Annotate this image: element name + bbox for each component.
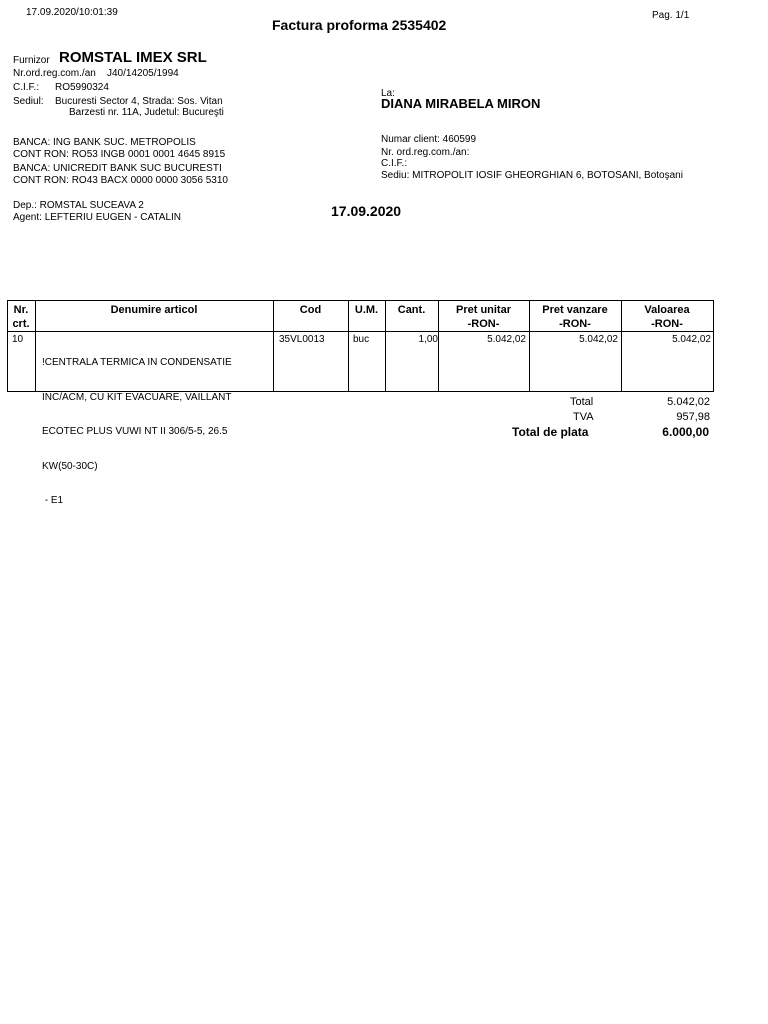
department: Dep.: ROMSTAL SUCEAVA 2 <box>13 200 144 211</box>
vat-value: 957,98 <box>676 411 710 423</box>
supplier-seat-label: Sediul: <box>13 96 44 107</box>
supplier-cif-value: RO5990324 <box>55 82 109 93</box>
supplier-bank1: BANCA: ING BANK SUC. METROPOLIS <box>13 137 196 148</box>
col-header-um: U.M. <box>354 304 379 316</box>
total-to-pay-value: 6.000,00 <box>662 425 709 439</box>
supplier-label: Furnizor <box>13 55 50 66</box>
col-header-name: Denumire articol <box>110 304 198 316</box>
client-seat: Sediu: MITROPOLIT IOSIF GHEORGHIAN 6, BOTOSANI, Botoşani <box>381 170 683 181</box>
row-um: buc <box>353 334 370 345</box>
client-number: Numar client: 460599 <box>381 134 477 145</box>
supplier-bank2: BANCA: UNICREDIT BANK SUC BUCURESTI <box>13 163 222 174</box>
col-header-value: Valoarea -RON- <box>644 304 690 330</box>
client-reg: Nr. ord.reg.com./an: <box>381 147 470 158</box>
vat-label: TVA <box>573 411 594 423</box>
row-nr: 10 <box>12 334 24 345</box>
document-title: Factura proforma 2535402 <box>272 17 447 33</box>
client-to-label: La: <box>381 88 395 99</box>
page-number: Pag. 1/1 <box>652 10 690 21</box>
row-name: !CENTRALA TERMICA IN CONDENSATIE INC/ACM, CU KIT EVACUARE, VAILLANT ECOTEC PLUS VUWI NT II 306/5-5, 26.5 KW(50-30C) - E1 <box>42 357 232 506</box>
total-label: Total <box>570 396 594 408</box>
col-header-sale-price: Pret vanzare -RON- <box>542 304 608 330</box>
supplier-seat-line1: Bucuresti Sector 4, Strada: Sos. Vitan <box>55 96 223 107</box>
client-cif: C.I.F.: <box>381 158 408 169</box>
supplier-name: ROMSTAL IMEX SRL <box>59 49 207 66</box>
supplier-seat-line2: Barzesti nr. 11A, Judetul: Bucureşti <box>69 107 224 118</box>
client-name: DIANA MIRABELA MIRON <box>381 96 541 111</box>
col-header-qty: Cant. <box>397 304 426 316</box>
supplier-account1: CONT RON: RO53 INGB 0001 0001 4645 8915 <box>13 149 226 160</box>
supplier-reg-value: J40/14205/1994 <box>107 68 179 79</box>
row-value: 5.042,02 <box>672 334 711 345</box>
print-timestamp: 17.09.2020/10:01:39 <box>26 7 118 18</box>
total-value: 5.042,02 <box>667 396 710 408</box>
row-sale-price: 5.042,02 <box>579 334 618 345</box>
col-header-unit-price: Pret unitar -RON- <box>455 304 511 330</box>
col-header-nr: Nr. crt. <box>12 304 30 330</box>
row-qty: 1,00 <box>418 334 438 345</box>
agent: Agent: LEFTERIU EUGEN - CATALIN <box>13 212 182 223</box>
invoice-date: 17.09.2020 <box>331 203 402 219</box>
col-header-code: Cod <box>299 304 322 316</box>
total-to-pay-label: Total de plata <box>512 425 589 439</box>
row-unit-price: 5.042,02 <box>487 334 526 345</box>
supplier-account2: CONT RON: RO43 BACX 0000 0000 3056 5310 <box>13 175 228 186</box>
row-code: 35VL0013 <box>279 334 325 345</box>
supplier-cif-label: C.I.F.: <box>13 82 40 93</box>
supplier-reg-label: Nr.ord.reg.com./an <box>13 68 96 79</box>
